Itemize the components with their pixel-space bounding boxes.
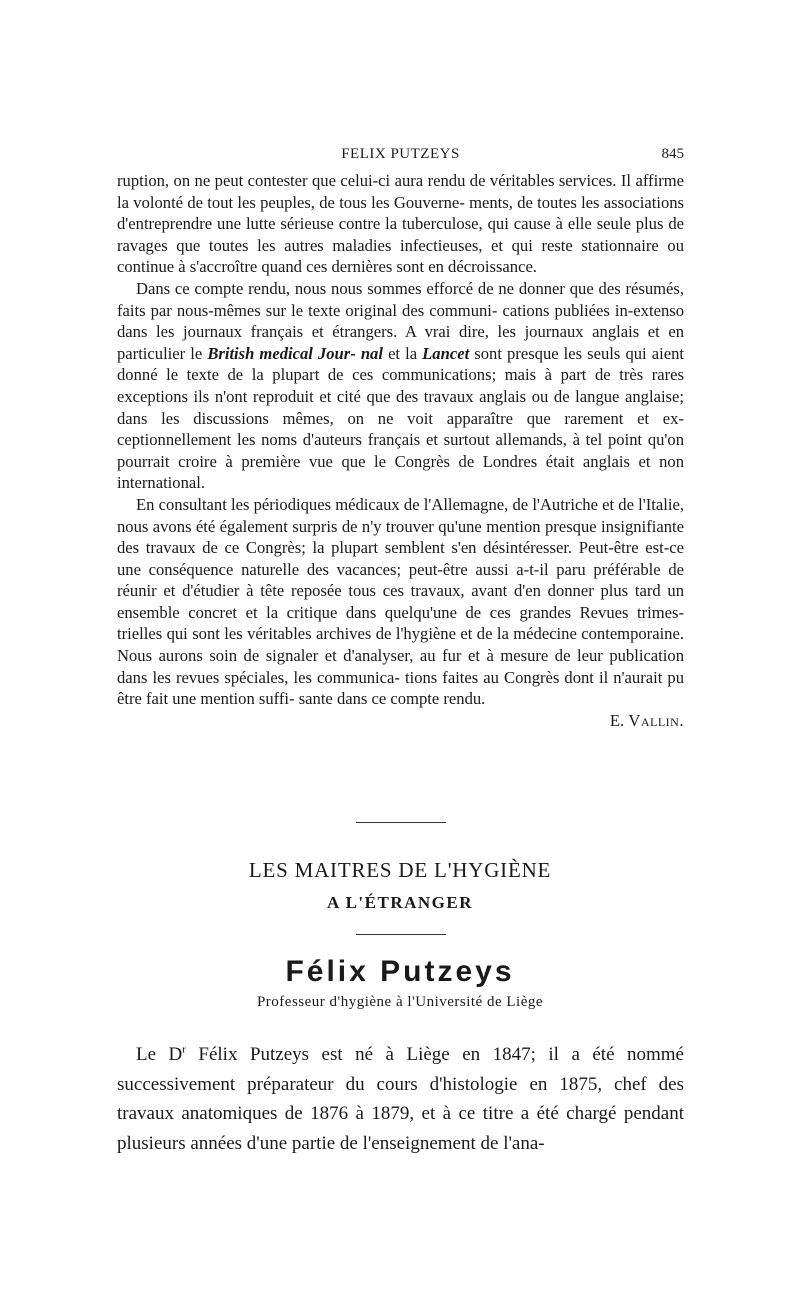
signature [117, 710, 684, 732]
paragraph [117, 1040, 684, 1158]
paragraph-text: Le D [136, 1044, 183, 1065]
separator-rule [356, 934, 446, 935]
paragraph: En consultant les périodiques médicaux de l'Allemagne, de l'Autriche et de l'Italie, nous avons été également surpris de n'y trouver qu'une mention presque insignifiante des travaux de ce Congrès; la plupart semblent s'en désintéresser. Peut-être est-ce une conséquence naturelle des vacances; peut-être aussi a-t-il paru préférable de réunir et d'étudier à tête reposée tous ces travaux, avant d'en donner plus tard un ensemble concret et la critique dans quelqu'une de ces grandes Revues trimes- trielles qui sont les véritables archives de l'hygiène et de la médecine contemporaine. Nous aurons soin de signaler et d'analyser, au fur et à mesure de leur publication dans les revues spéciales, les communica- tions faites au Congrès dont il n'aurait pu être fait une mention suffi- sante dans ce compte rendu. [117, 494, 684, 709]
running-head [117, 146, 684, 168]
article-subtitle: Professeur d'hygiène à l'Université de Liège [256, 994, 544, 1010]
section-title: LES MAITRES DE L'HYGIÈNE [248, 858, 552, 882]
paragraph [117, 278, 684, 494]
section-subtitle: A L'ÉTRANGER [327, 893, 473, 912]
signature-name: Vallin. [628, 710, 684, 730]
paragraph-text: sont presque les seuls qui aient donné le texte de la plupart de ces communications; mais à part de très rares exceptions ils n'ont reproduit et cité que des travaux anglais ou de langue anglaise; dans les discussions mêmes, on ne voit apparaître que rarement et ex- ceptionnellement les noms d'auteurs français et surtout allemands, à tel point qu'on pourrait croire à première vue que le Congrès de Londres était anglais et non international. [117, 343, 684, 493]
paragraph-text: Dans ce compte rendu, nous nous sommes efforcé de ne donner que des résumés, faits par nous-mêmes sur le texte original des communi- cations publiées in-extenso dans les journaux français et étrangers. A vrai dire, les journaux anglais et en particulier le [117, 278, 684, 363]
previous-article-text [117, 170, 684, 731]
separator-rule [356, 822, 446, 823]
superscript: r [182, 1043, 186, 1056]
paragraph: ruption, on ne peut contester que celui-ci aura rendu de véritables services. Il affirme la volonté de tout les peuples, de tous les Gouverne- ments, de toutes les associations d'entreprendre une lutte sérieuse contre la tuberculose, qui cause à elle seule plus de ravages que toutes les autres maladies infectieuses, et qui reste stationnaire ou continue à s'accroître quand ces dernières sont en décroissance. [117, 171, 684, 277]
running-head-title: FELIX PUTZEYS [341, 146, 460, 162]
paragraph-text: et la [388, 343, 418, 363]
article-title: Félix Putzeys [285, 955, 515, 988]
article-body [117, 1040, 684, 1158]
journal-title-lancet: Lancet [422, 343, 470, 363]
signature-initial: E. [609, 710, 625, 730]
journal-title-bmj: British medical Jour- nal [207, 343, 383, 363]
page-number: 845 [661, 146, 684, 162]
paragraph-text: Félix Putzeys est né à Liège en 1847; il a été nommé successivement préparateur du cours d'histologie en 1875, chef des travaux anatomiques de 1876 à 1879, et à ce titre a été chargé pendant plusieurs années d'une partie de l'enseignement de l'ana- [117, 1044, 684, 1154]
